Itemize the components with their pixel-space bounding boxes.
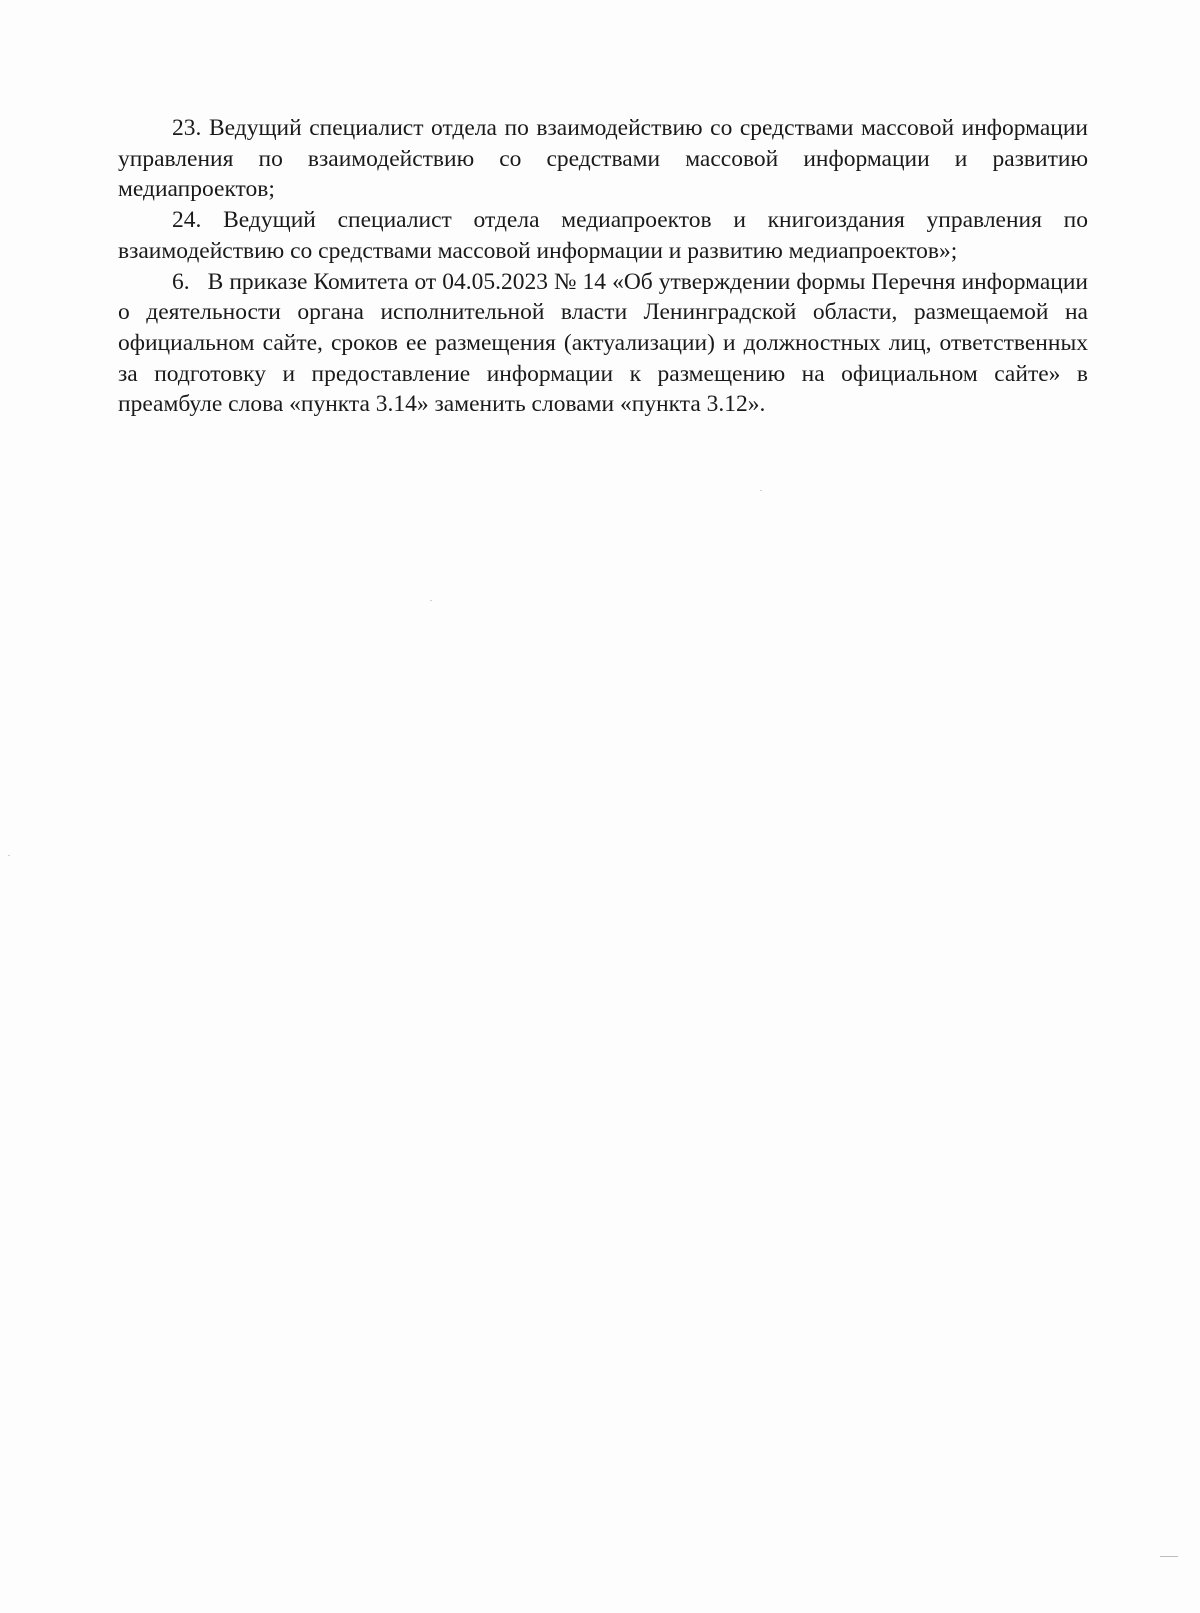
scan-speck <box>8 855 10 856</box>
paragraph-6 <box>118 267 1088 421</box>
paragraph-text: Ведущий специалист отдела медиапроектов и книгоиздания управления по взаимодействию со средствами массовой информации и развитию медиапроектов»; <box>118 207 1088 264</box>
scan-corner-mark <box>1160 1556 1178 1557</box>
scan-speck <box>760 490 762 491</box>
paragraph-text: Ведущий специалист отдела по взаимодействию со средствами массовой информации управления по взаимодействию со средствами массовой информации и развитию медиапроектов; <box>118 115 1089 203</box>
paragraph-24 <box>118 205 1088 266</box>
scan-speck <box>430 600 432 601</box>
paragraph-number: 24. <box>172 207 202 234</box>
document-body <box>118 113 1088 420</box>
paragraph-text: В приказе Комитета от 04.05.2023 № 14 «Об утверждении формы Перечня информации о деятельности органа исполнительной власти Ленинградской области, размещаемой на официальном сайте, сроков ее размещения (актуализации) и должностных лиц, ответственных за подготовку и предоставление информации к размещению на официальном сайте» в преамбуле слова «пункта 3.14» заменить словами «пункта 3.12». <box>118 268 1089 418</box>
paragraph-23 <box>118 113 1088 205</box>
paragraph-number: 6. <box>172 268 190 295</box>
paragraph-number: 23. <box>172 115 202 141</box>
